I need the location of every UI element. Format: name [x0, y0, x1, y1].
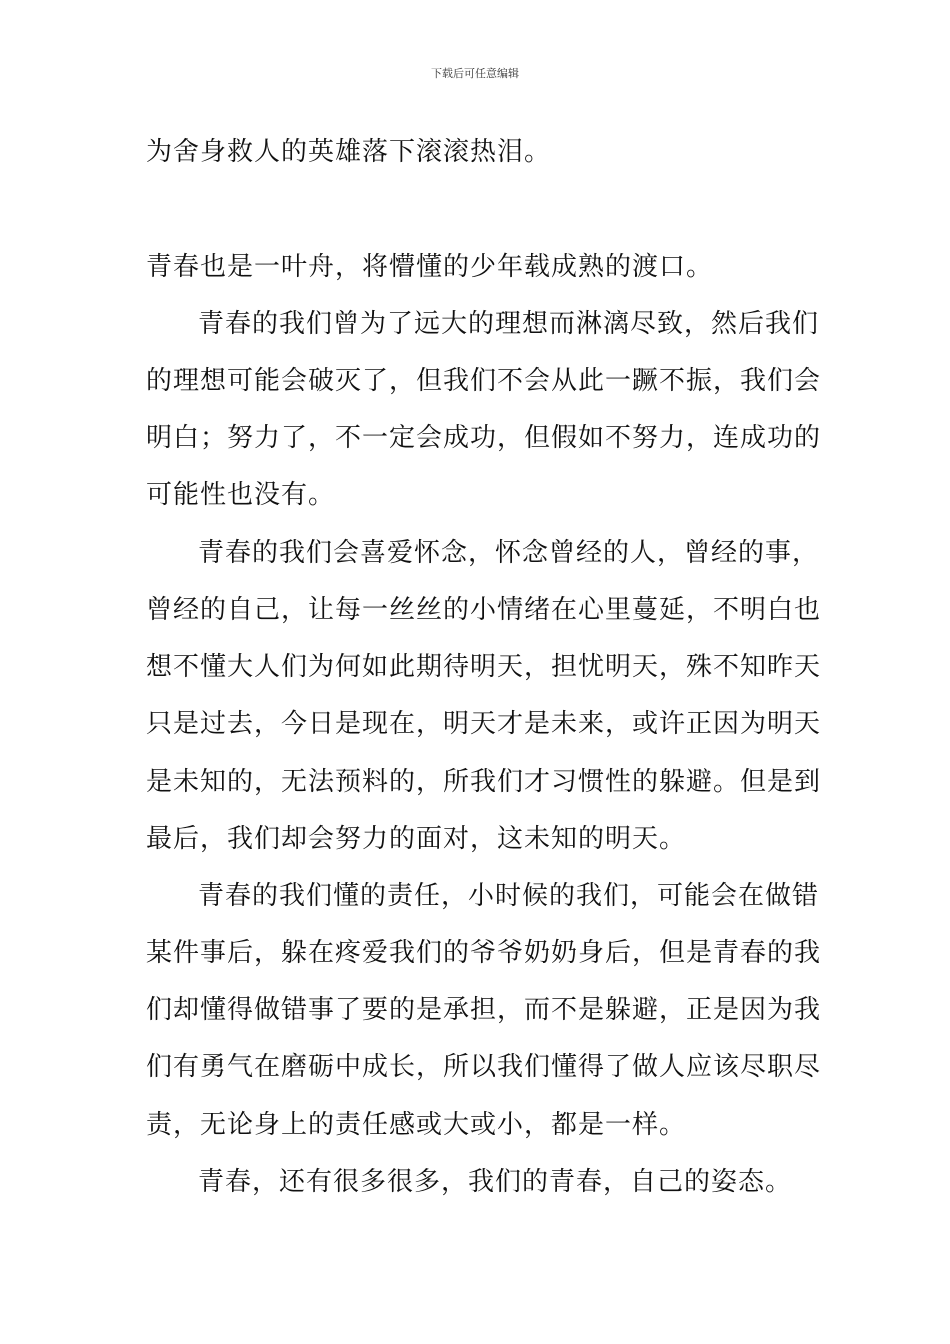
text-line: 是未知的，无法预料的，所我们才习惯性的躲避。但是到: [146, 767, 822, 797]
text-line: 青春的我们会喜爱怀念，怀念曾经的人，曾经的事，: [198, 538, 820, 568]
text-line: 青春的我们懂的责任，小时候的我们，可能会在做错: [198, 881, 820, 911]
text-line: 青春，还有很多很多，我们的青春，自己的姿态。: [198, 1167, 793, 1197]
text-line: 青春也是一叶舟，将懵懂的少年载成熟的渡口。: [146, 252, 714, 282]
text-line: 们有勇气在磨砺中成长，所以我们懂得了做人应该尽职尽: [146, 1052, 822, 1082]
text-line: 曾经的自己，让每一丝丝的小情绪在心里蔓延，不明白也: [146, 595, 822, 625]
text-line: 责，无论身上的责任感或大或小，都是一样。: [146, 1110, 687, 1140]
text-line: 某件事后，躲在疼爱我们的爷爷奶奶身后，但是青春的我: [146, 938, 822, 968]
text-line: 为舍身救人的英雄落下滚滚热泪。: [146, 137, 552, 167]
text-line: 明白；努力了，不一定会成功，但假如不努力，连成功的: [146, 423, 822, 453]
header-note: 下载后可任意编辑: [431, 67, 519, 80]
text-line: 的理想可能会破灭了，但我们不会从此一蹶不振，我们会: [146, 366, 822, 396]
text-line: 们却懂得做错事了要的是承担，而不是躲避，正是因为我: [146, 995, 822, 1025]
text-line: 可能性也没有。: [146, 480, 336, 510]
text-line: 青春的我们曾为了远大的理想而淋漓尽致，然后我们: [198, 309, 820, 339]
text-line: 只是过去，今日是现在，明天才是未来，或许正因为明天: [146, 709, 822, 739]
text-line: 想不懂大人们为何如此期待明天，担忧明天，殊不知昨天: [146, 652, 822, 682]
text-line: 最后，我们却会努力的面对，这未知的明天。: [146, 824, 687, 854]
